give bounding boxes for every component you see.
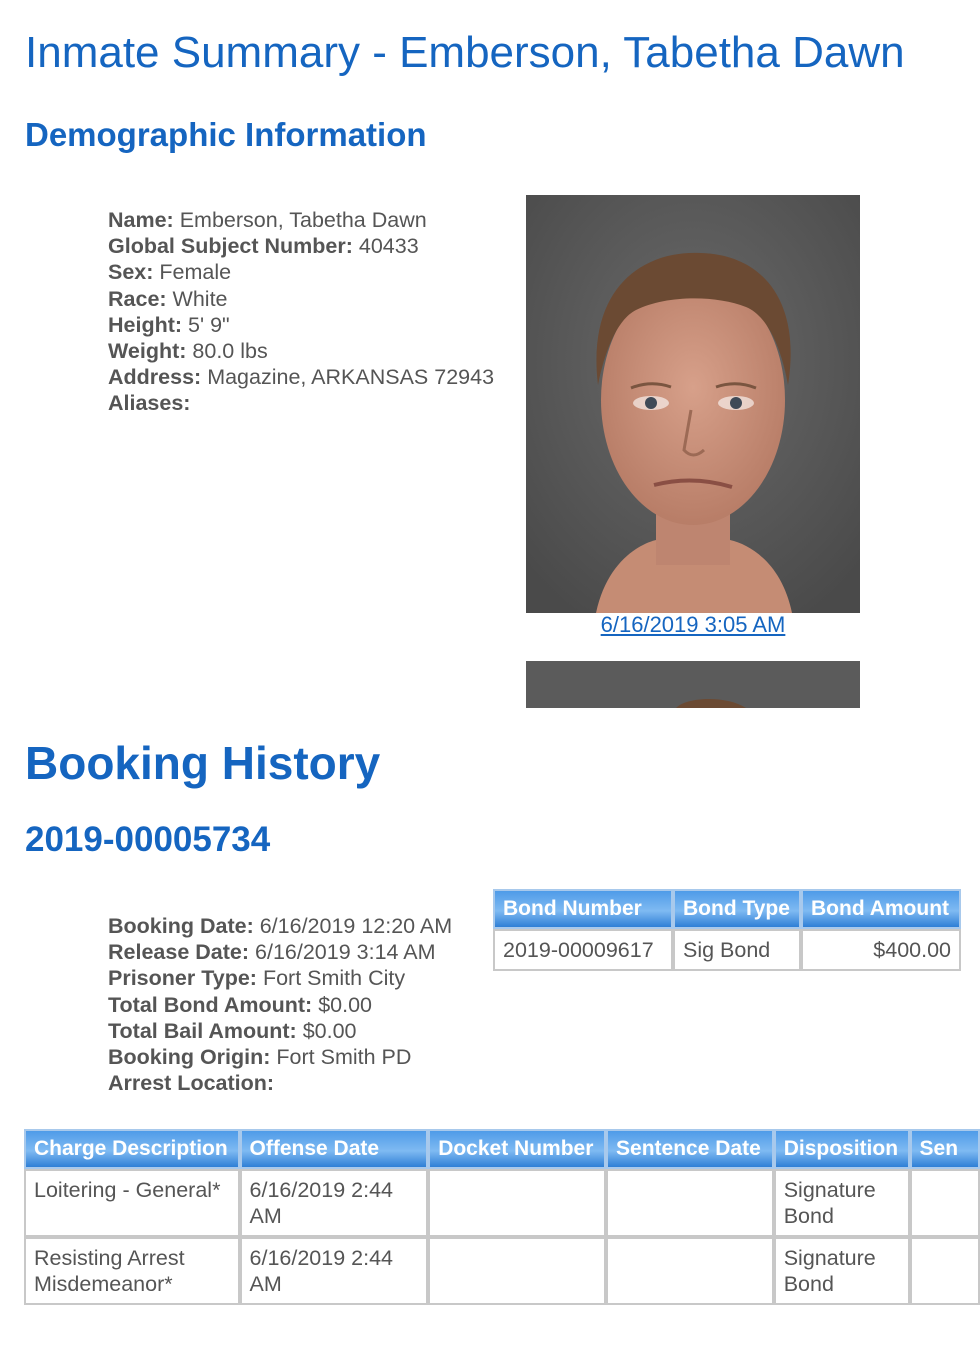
sentence-header[interactable]: Sen [910,1129,980,1169]
charge-description-header[interactable]: Charge Description [24,1129,240,1169]
mugshot-photo[interactable] [526,195,860,613]
charge-description-cell: Loitering - General* [24,1169,240,1237]
demo-row-address: Address: Magazine, ARKANSAS 72943 [108,365,495,390]
bond-amount-cell: $400.00 [801,929,961,971]
bond-number-cell: 2019-00009617 [493,929,673,971]
disposition-cell: Signature Bond [774,1169,910,1237]
table-row [24,1237,980,1305]
demographic-heading: Demographic Information [25,116,427,153]
mugshot-date-link[interactable]: 6/16/2019 3:05 AM [600,612,786,637]
demographic-info [108,207,494,417]
charge-table-header-row [24,1129,980,1169]
charge-description-cell: Resisting Arrest Misdemeanor* [24,1237,240,1305]
bond-type-cell: Sig Bond [673,929,801,971]
demo-row-name: Name: Emberson, Tabetha Dawn [108,208,427,232]
offense-date-cell: 6/16/2019 2:44 AM [240,1169,429,1237]
sentence-cell [910,1237,980,1305]
second-mugshot-image [526,661,860,708]
booking-number: 2019-00005734 [25,820,271,859]
demo-row-height: Height: 5' 9" [108,312,230,337]
demo-row-weight: Weight: 80.0 lbs [108,339,268,364]
booking-row-arrest-location: Arrest Location: [108,1071,275,1096]
booking-row-booking-date: Booking Date: 6/16/2019 12:20 AM [108,914,453,938]
bond-number-header[interactable]: Bond Number [493,889,673,929]
page-title: Inmate Summary - Emberson, Tabetha Dawn [25,28,905,77]
booking-row-total-bail: Total Bail Amount: $0.00 [108,1018,357,1043]
table-row [24,1169,980,1237]
booking-history-heading: Booking History [25,737,381,789]
demo-row-sex: Sex: Female [108,260,232,285]
booking-row-prisoner-type: Prisoner Type: Fort Smith City [108,966,406,991]
mugshot-image [526,195,860,613]
disposition-header[interactable]: Disposition [774,1129,910,1169]
sentence-cell [910,1169,980,1237]
booking-row-origin: Booking Origin: Fort Smith PD [108,1045,412,1070]
bond-table-header-row [493,889,961,929]
docket-number-cell [428,1169,606,1237]
demo-row-race: Race: White [108,286,228,311]
bond-table [493,889,961,971]
demo-row-aliases: Aliases: [108,391,191,416]
demo-row-global-subject-number: Global Subject Number: 40433 [108,234,419,259]
booking-info [108,913,452,1096]
offense-date-cell: 6/16/2019 2:44 AM [240,1237,429,1305]
booking-row-total-bond: Total Bond Amount: $0.00 [108,992,372,1017]
booking-row-release-date: Release Date: 6/16/2019 3:14 AM [108,940,436,965]
second-mugshot-photo[interactable] [526,661,860,708]
offense-date-header[interactable]: Offense Date [240,1129,429,1169]
bond-amount-header[interactable]: Bond Amount [801,889,961,929]
disposition-cell: Signature Bond [774,1237,910,1305]
table-row [493,929,961,971]
docket-number-header[interactable]: Docket Number [428,1129,606,1169]
bond-type-header[interactable]: Bond Type [673,889,801,929]
sentence-date-cell [606,1237,774,1305]
docket-number-cell [428,1237,606,1305]
charge-table [24,1129,980,1305]
sentence-date-cell [606,1169,774,1237]
sentence-date-header[interactable]: Sentence Date [606,1129,774,1169]
